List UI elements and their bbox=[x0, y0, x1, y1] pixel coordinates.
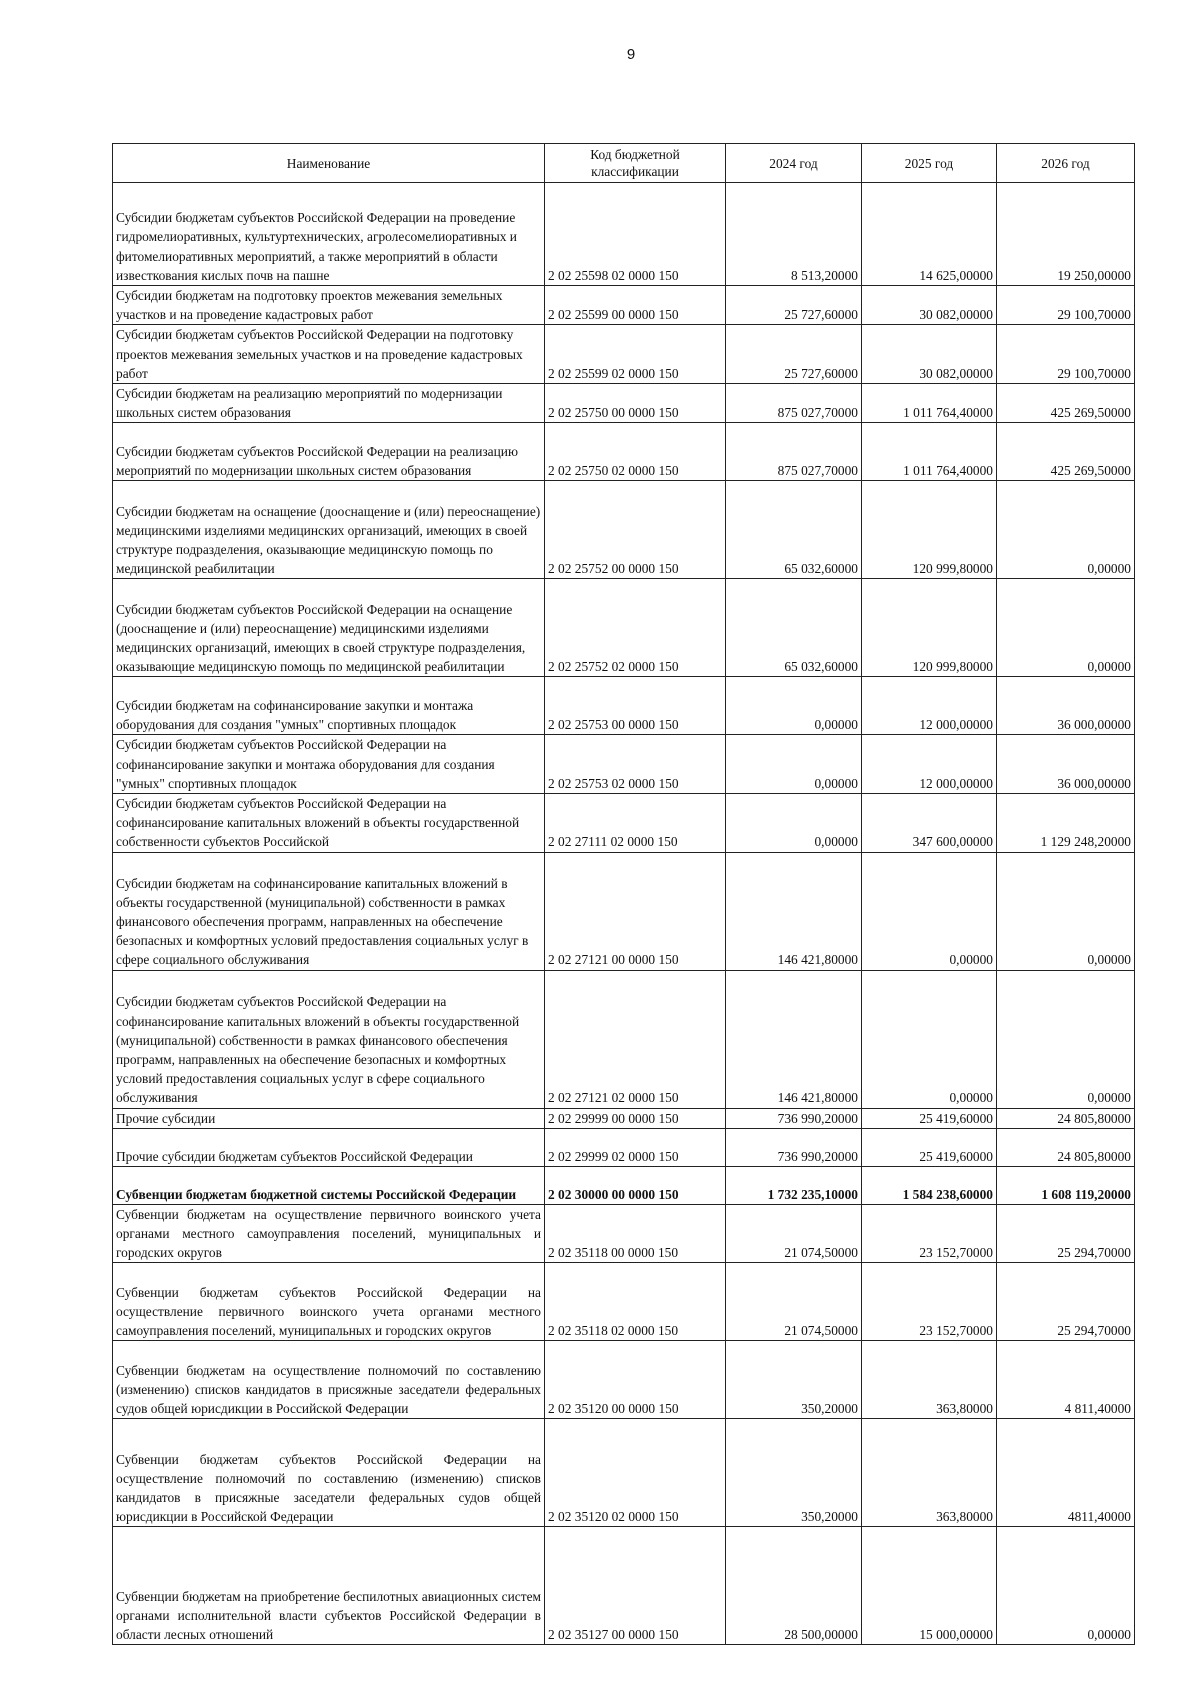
row-code: 2 02 25750 02 0000 150 bbox=[545, 423, 726, 481]
row-2025: 12 000,00000 bbox=[862, 677, 997, 735]
row-2025: 25 419,60000 bbox=[862, 1128, 997, 1166]
row-code: 2 02 35127 00 0000 150 bbox=[545, 1527, 726, 1645]
row-code: 2 02 27111 02 0000 150 bbox=[545, 794, 726, 853]
row-name: Субсидии бюджетам субъектов Российской Федерации на оснащение (дооснащение и (или) переоснащение) медицинскими изделиями медицинских организаций, имеющих в своей структуре подразделения, оказывающие медицинскую помощь по медицинской реабилитации bbox=[113, 579, 545, 677]
row-name: Субвенции бюджетам субъектов Российской Федерации на осуществление полномочий по составлению (изменению) списков кандидатов в присяжные заседатели федеральных судов общей юрисдикции в Российской Федерации bbox=[113, 1419, 545, 1527]
row-2024: 21 074,50000 bbox=[726, 1263, 862, 1341]
row-name: Субсидии бюджетам на софинансирование капитальных вложений в объекты государственной (муниципальной) собственности в рамках финансового обеспечения программ, направленных на обеспечение безопасных и комфортных условий предоставления социальных услуг в сфере социального обслуживания bbox=[113, 852, 545, 970]
row-code: 2 02 35118 02 0000 150 bbox=[545, 1263, 726, 1341]
row-2025: 363,80000 bbox=[862, 1419, 997, 1527]
row-2024: 0,00000 bbox=[726, 735, 862, 794]
row-2024: 736 990,20000 bbox=[726, 1128, 862, 1166]
row-2024: 21 074,50000 bbox=[726, 1204, 862, 1263]
row-code: 2 02 27121 02 0000 150 bbox=[545, 970, 726, 1108]
budget-table bbox=[112, 143, 1135, 1645]
row-2024: 146 421,80000 bbox=[726, 970, 862, 1108]
row-code: 2 02 25598 02 0000 150 bbox=[545, 183, 726, 286]
row-2026: 0,00000 bbox=[997, 1527, 1135, 1645]
page-number: 9 bbox=[626, 46, 636, 63]
row-code: 2 02 29999 02 0000 150 bbox=[545, 1128, 726, 1166]
row-2026: 25 294,70000 bbox=[997, 1204, 1135, 1263]
row-name: Субсидии бюджетам субъектов Российской Федерации на софинансирование капитальных вложений в объекты государственной собственности субъектов Российской bbox=[113, 794, 545, 853]
row-2025: 0,00000 bbox=[862, 852, 997, 970]
row-2025: 120 999,80000 bbox=[862, 481, 997, 579]
row-name: Субвенции бюджетам на осуществление полномочий по составлению (изменению) списков кандидатов в присяжные заседатели федеральных судов общей юрисдикции в Российской Федерации bbox=[113, 1341, 545, 1419]
table-row bbox=[113, 183, 1135, 286]
table-row bbox=[113, 423, 1135, 481]
table-row bbox=[113, 286, 1135, 325]
row-code: 2 02 25753 00 0000 150 bbox=[545, 677, 726, 735]
row-2025: 120 999,80000 bbox=[862, 579, 997, 677]
table-row bbox=[113, 1166, 1135, 1204]
row-2025: 15 000,00000 bbox=[862, 1527, 997, 1645]
table-row bbox=[113, 735, 1135, 794]
row-2026: 425 269,50000 bbox=[997, 423, 1135, 481]
row-2025: 1 011 764,40000 bbox=[862, 423, 997, 481]
header-name: Наименование bbox=[113, 144, 545, 183]
row-2025: 25 419,60000 bbox=[862, 1108, 997, 1128]
row-2024: 25 727,60000 bbox=[726, 325, 862, 384]
row-name: Субвенции бюджетам на осуществление первичного воинского учета органами местного самоуправления поселений, муниципальных и городских округов bbox=[113, 1204, 545, 1263]
row-name: Субвенции бюджетам субъектов Российской Федерации на осуществление первичного воинского учета органами местного самоуправления поселений, муниципальных и городских округов bbox=[113, 1263, 545, 1341]
row-name: Субсидии бюджетам субъектов Российской Федерации на софинансирование закупки и монтажа оборудования для создания "умных" спортивных площадок bbox=[113, 735, 545, 794]
row-2026: 0,00000 bbox=[997, 970, 1135, 1108]
row-2024: 25 727,60000 bbox=[726, 286, 862, 325]
table-row bbox=[113, 1108, 1135, 1128]
row-2026: 4 811,40000 bbox=[997, 1341, 1135, 1419]
table-row bbox=[113, 384, 1135, 423]
row-2025: 1 011 764,40000 bbox=[862, 384, 997, 423]
row-2026: 0,00000 bbox=[997, 852, 1135, 970]
row-2024: 350,20000 bbox=[726, 1341, 862, 1419]
row-2026: 36 000,00000 bbox=[997, 735, 1135, 794]
row-2026: 0,00000 bbox=[997, 579, 1135, 677]
table-row bbox=[113, 1341, 1135, 1419]
row-2024: 65 032,60000 bbox=[726, 481, 862, 579]
row-name: Субсидии бюджетам субъектов Российской Федерации на проведение гидромелиоративных, культуртехнических, агролесомелиоративных и фитомелиоративных мероприятий, а также мероприятий в области известкования кислых почв на пашне bbox=[113, 183, 545, 286]
header-2025: 2025 год bbox=[862, 144, 997, 183]
row-2024: 0,00000 bbox=[726, 794, 862, 853]
row-2026: 1 608 119,20000 bbox=[997, 1166, 1135, 1204]
row-code: 2 02 27121 00 0000 150 bbox=[545, 852, 726, 970]
row-code: 2 02 35118 00 0000 150 bbox=[545, 1204, 726, 1263]
table-row bbox=[113, 1128, 1135, 1166]
row-2024: 350,20000 bbox=[726, 1419, 862, 1527]
row-code: 2 02 25752 02 0000 150 bbox=[545, 579, 726, 677]
table-row bbox=[113, 1527, 1135, 1645]
row-2025: 0,00000 bbox=[862, 970, 997, 1108]
row-2025: 363,80000 bbox=[862, 1341, 997, 1419]
row-name: Субсидии бюджетам на реализацию мероприятий по модернизации школьных систем образования bbox=[113, 384, 545, 423]
row-2024: 65 032,60000 bbox=[726, 579, 862, 677]
row-name: Субсидии бюджетам субъектов Российской Федерации на реализацию мероприятий по модернизации школьных систем образования bbox=[113, 423, 545, 481]
row-2026: 19 250,00000 bbox=[997, 183, 1135, 286]
row-code: 2 02 25753 02 0000 150 bbox=[545, 735, 726, 794]
row-name: Прочие субсидии bbox=[113, 1108, 545, 1128]
row-2024: 1 732 235,10000 bbox=[726, 1166, 862, 1204]
row-2024: 875 027,70000 bbox=[726, 423, 862, 481]
row-2026: 4811,40000 bbox=[997, 1419, 1135, 1527]
row-code: 2 02 35120 02 0000 150 bbox=[545, 1419, 726, 1527]
row-2024: 736 990,20000 bbox=[726, 1108, 862, 1128]
table-header-row bbox=[113, 144, 1135, 183]
table-row bbox=[113, 1204, 1135, 1263]
row-2025: 347 600,00000 bbox=[862, 794, 997, 853]
table-row bbox=[113, 1419, 1135, 1527]
header-code: Код бюджетной классификации bbox=[545, 144, 726, 183]
table-row bbox=[113, 677, 1135, 735]
row-name: Субсидии бюджетам на подготовку проектов межевания земельных участков и на проведение кадастровых работ bbox=[113, 286, 545, 325]
row-name: Субсидии бюджетам субъектов Российской Федерации на софинансирование капитальных вложений в объекты государственной (муниципальной) собственности в рамках финансового обеспечения программ, направленных на обеспечение безопасных и комфортных условий предоставления социальных услуг в сфере социального обслуживания bbox=[113, 970, 545, 1108]
row-2026: 24 805,80000 bbox=[997, 1108, 1135, 1128]
row-2024: 875 027,70000 bbox=[726, 384, 862, 423]
row-code: 2 02 25599 02 0000 150 bbox=[545, 325, 726, 384]
row-2026: 29 100,70000 bbox=[997, 325, 1135, 384]
row-code: 2 02 25750 00 0000 150 bbox=[545, 384, 726, 423]
row-2025: 23 152,70000 bbox=[862, 1204, 997, 1263]
row-name: Субсидии бюджетам на софинансирование закупки и монтажа оборудования для создания "умных" спортивных площадок bbox=[113, 677, 545, 735]
row-name: Субвенции бюджетам на приобретение беспилотных авиационных систем органами исполнительной власти субъектов Российской Федерации в области лесных отношений bbox=[113, 1527, 545, 1645]
header-2024: 2024 год bbox=[726, 144, 862, 183]
row-code: 2 02 35120 00 0000 150 bbox=[545, 1341, 726, 1419]
row-2025: 30 082,00000 bbox=[862, 325, 997, 384]
table-row bbox=[113, 970, 1135, 1108]
row-2025: 23 152,70000 bbox=[862, 1263, 997, 1341]
row-2024: 0,00000 bbox=[726, 677, 862, 735]
header-2026: 2026 год bbox=[997, 144, 1135, 183]
row-2024: 146 421,80000 bbox=[726, 852, 862, 970]
table-row bbox=[113, 1263, 1135, 1341]
row-name: Субсидии бюджетам на оснащение (дооснащение и (или) переоснащение) медицинскими изделиями медицинских организаций, имеющих в своей структуре подразделения, оказывающие медицинскую помощь по медицинской реабилитации bbox=[113, 481, 545, 579]
row-2026: 0,00000 bbox=[997, 481, 1135, 579]
row-2025: 1 584 238,60000 bbox=[862, 1166, 997, 1204]
table-row bbox=[113, 325, 1135, 384]
table-row bbox=[113, 481, 1135, 579]
row-code: 2 02 30000 00 0000 150 bbox=[545, 1166, 726, 1204]
row-code: 2 02 25752 00 0000 150 bbox=[545, 481, 726, 579]
row-name: Субвенции бюджетам бюджетной системы Российской Федерации bbox=[113, 1166, 545, 1204]
table-row bbox=[113, 852, 1135, 970]
row-code: 2 02 29999 00 0000 150 bbox=[545, 1108, 726, 1128]
row-name: Прочие субсидии бюджетам субъектов Российской Федерации bbox=[113, 1128, 545, 1166]
row-code: 2 02 25599 00 0000 150 bbox=[545, 286, 726, 325]
row-2025: 30 082,00000 bbox=[862, 286, 997, 325]
row-2026: 24 805,80000 bbox=[997, 1128, 1135, 1166]
row-2026: 1 129 248,20000 bbox=[997, 794, 1135, 853]
row-2026: 425 269,50000 bbox=[997, 384, 1135, 423]
table-row bbox=[113, 579, 1135, 677]
row-2024: 28 500,00000 bbox=[726, 1527, 862, 1645]
row-2025: 12 000,00000 bbox=[862, 735, 997, 794]
row-2024: 8 513,20000 bbox=[726, 183, 862, 286]
table-row bbox=[113, 794, 1135, 853]
row-name: Субсидии бюджетам субъектов Российской Федерации на подготовку проектов межевания земельных участков и на проведение кадастровых работ bbox=[113, 325, 545, 384]
row-2026: 29 100,70000 bbox=[997, 286, 1135, 325]
row-2025: 14 625,00000 bbox=[862, 183, 997, 286]
row-2026: 36 000,00000 bbox=[997, 677, 1135, 735]
row-2026: 25 294,70000 bbox=[997, 1263, 1135, 1341]
